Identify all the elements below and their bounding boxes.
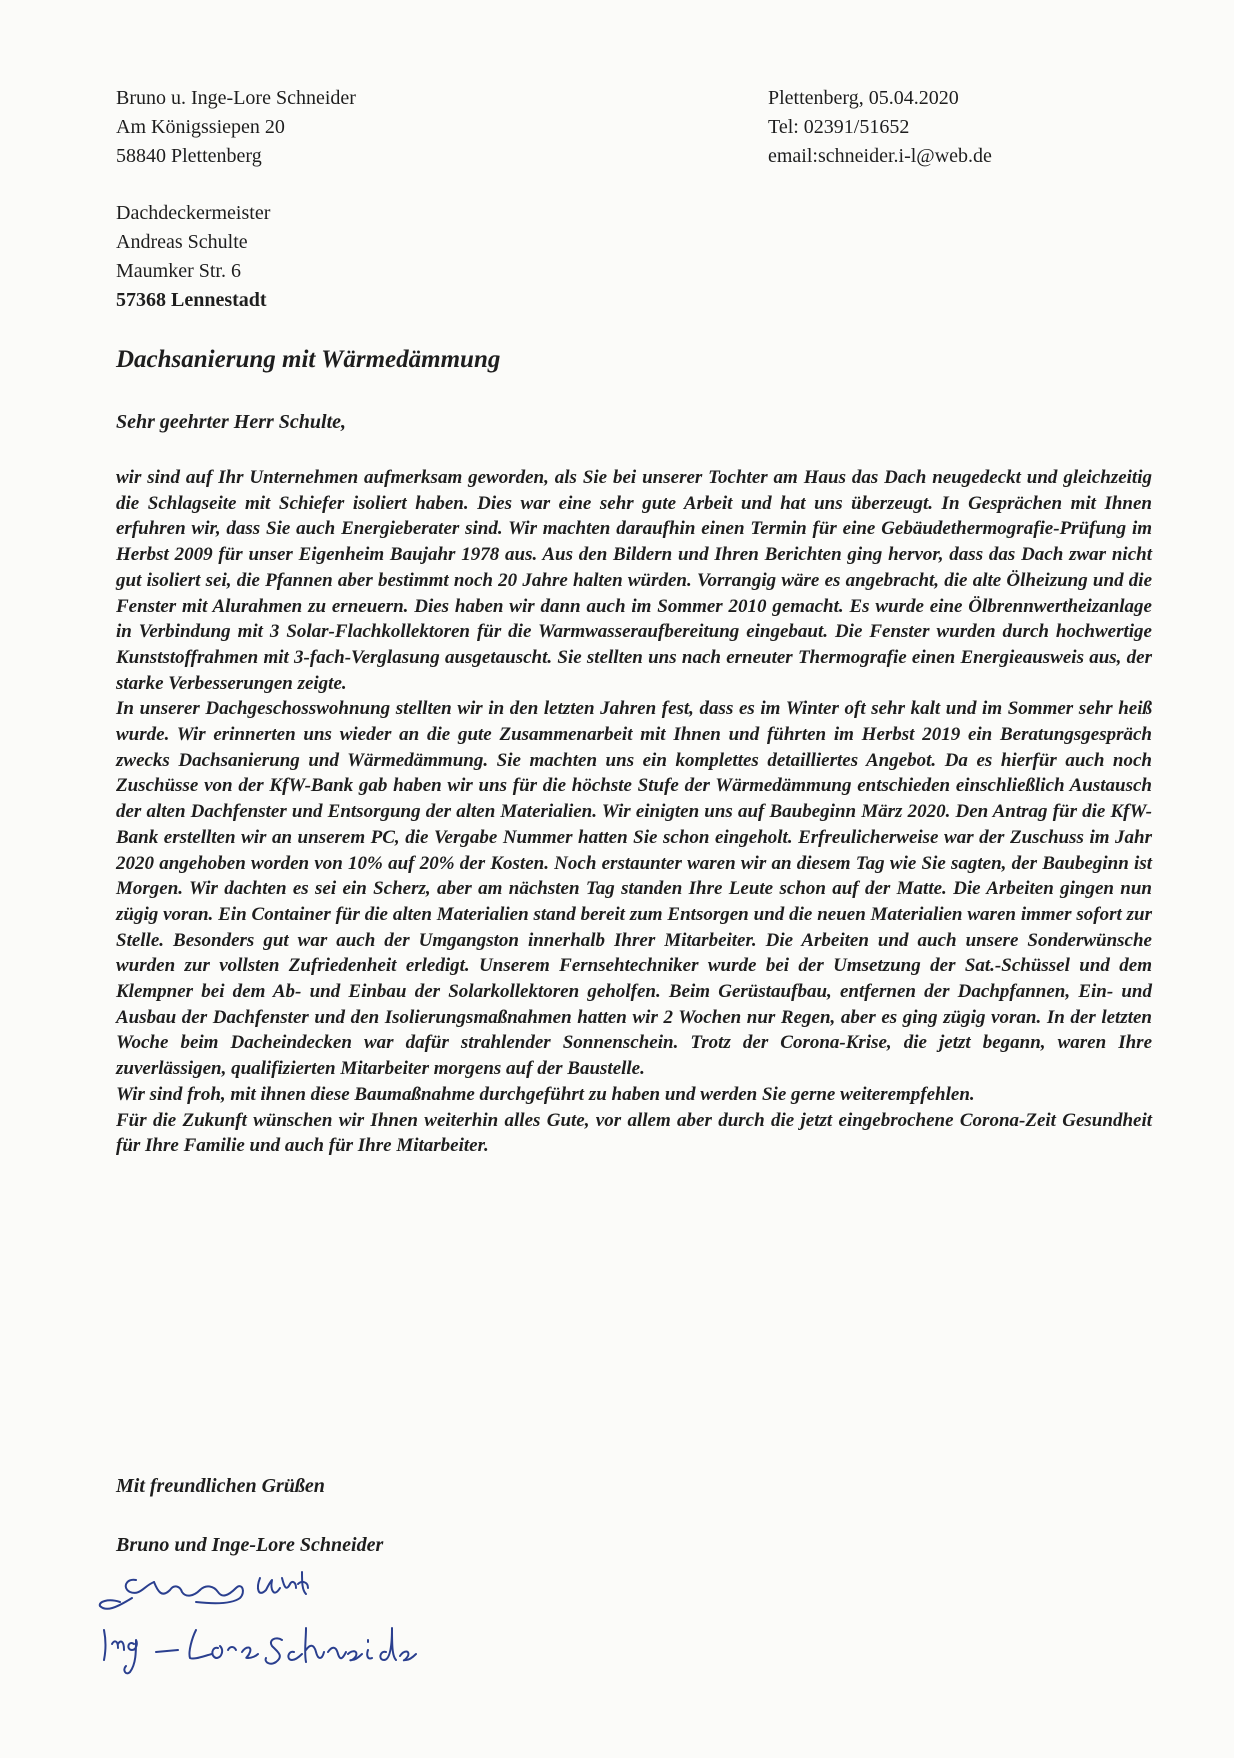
- sender-contact: [768, 84, 992, 171]
- body-paragraph: In unserer Dachgeschosswohnung stellten wir in den letzten Jahren fest, dass es im Winter oft sehr kalt und im Sommer sehr heiß wurde. Wir erinnerten uns wieder an die gute Zusammenarbeit mit Ihnen und führten im Herbst 2019 ein Beratungsgespräch zwecks Dachsanierung und Wärmedämmung. Sie machten uns ein komplettes detailliertes Angebot. Da es hierfür auch noch Zuschüsse von der KfW-Bank gab haben wir uns für die höchste Stufe der Wärmedämmung entschieden einschließlich Austausch der alten Dachfenster und Entsorgung der alten Materialien. Wir einigten uns auf Baubeginn März 2020. Den Antrag für die KfW-Bank erstellten wir an unserem PC, die Vergabe Nummer hatten Sie schon eingeholt. Erfreulicherweise war der Zuschuss im Jahr 2020 angehoben worden von 10% auf 20% der Kosten. Noch erstaunter waren wir an diesem Tag wie Sie sagten, der Baubeginn ist Morgen. Wir dachten es sei ein Scherz, aber am nächsten Tag standen Ihre Leute schon auf der Matte. Die Arbeiten gingen nun zügig voran. Ein Container für die alten Materialien stand bereit zum Entsorgen und die neuen Materialien waren immer sofort zur Stelle. Besonders gut war auch der Umgangston innerhalb Ihrer Mitarbeiter. Die Arbeiten und auch unsere Sonderwünsche wurden zur vollsten Zufriedenheit erledigt. Unserem Fernsehtechniker wurde bei der Umsetzung der Sat.-Schüssel und dem Klempner bei dem Ab- und Einbau der Solarkollektoren geholfen. Beim Gerüstaufbau, entfernen der Dachpfannen, Ein- und Ausbau der Dachfenster und den Isolierungsmaßnahmen hatten wir 2 Wochen nur Regen, aber es ging zügig voran. In der letzten Woche beim Dacheindecken war dafür strahlender Sonnenschein. Trotz der Corona-Krise, die jetzt begann, waren Ihre zuverlässigen, qualifizierten Mitarbeiter morgens auf der Baustelle.: [116, 698, 1152, 1080]
- sender-street: Am Königssiepen 20: [116, 116, 285, 138]
- place-date: Plettenberg, 05.04.2020: [768, 87, 959, 109]
- handwritten-signature: [96, 1568, 476, 1678]
- recipient-street: Maumker Str. 6: [116, 260, 241, 282]
- body-paragraph: Für die Zukunft wünschen wir Ihnen weiterhin alles Gute, vor allem aber durch die jetzt eingebrochene Corona-Zeit Gesundheit für Ihre Familie und auch für Ihre Mitarbeiter.: [116, 1109, 1152, 1157]
- sender-name: Bruno u. Inge-Lore Schneider: [116, 87, 356, 109]
- recipient-name: Andreas Schulte: [116, 231, 248, 253]
- phone-number: Tel: 02391/51652: [768, 116, 910, 138]
- letter-subject: Dachsanierung mit Wärmedämmung: [116, 346, 501, 373]
- body-paragraph: wir sind auf Ihr Unternehmen aufmerksam geworden, als Sie bei unserer Tochter am Haus das Dach neugedeckt und gleichzeitig die Schlagseite mit Schiefer isoliert haben. Dies war eine sehr gute Arbeit und hat uns überzeugt. In Gesprächen mit Ihnen erfuhren wir, dass Sie auch Energieberater sind. Wir machten daraufhin einen Termin für eine Gebäudethermografie-Prüfung im Herbst 2009 für unser Eigenheim Baujahr 1978 aus. Aus den Bildern und Ihren Berichten ging hervor, dass das Dach zwar nicht gut isoliert sei, die Pfannen aber bestimmt noch 20 Jahre halten würden. Vorrangig wäre es angebracht, die alte Ölheizung und die Fenster mit Alurahmen zu erneuern. Dies haben wir dann auch im Sommer 2010 gemacht. Es wurde eine Ölbrennwertheizanlage in Verbindung mit 3 Solar-Flachkollektoren für die Warmwasseraufbereitung eingebaut. Die Fenster wurden durch hochwertige Kunststoffrahmen mit 3-fach-Verglasung ausgetauscht. Sie stellten uns nach erneuter Thermografie einen Energieausweis aus, der starke Verbesserungen zeigte.: [116, 467, 1152, 694]
- salutation: Sehr geehrter Herr Schulte,: [116, 411, 347, 433]
- recipient-address: [116, 199, 270, 315]
- sender-city: 58840 Plettenberg: [116, 145, 262, 167]
- recipient-city: 57368 Lennestadt: [116, 289, 267, 311]
- sender-address: [116, 84, 356, 171]
- recipient-title: Dachdeckermeister: [116, 202, 271, 224]
- signer-name: Bruno und Inge-Lore Schneider: [116, 1534, 384, 1556]
- email-address: email:schneider.i-l@web.de: [768, 145, 992, 167]
- body-paragraph: Wir sind froh, mit ihnen diese Baumaßnahme durchgeführt zu haben und werden Sie gerne weiterempfehlen.: [116, 1083, 975, 1105]
- closing-phrase: Mit freundlichen Grüßen: [116, 1475, 325, 1497]
- letter-body: [116, 465, 1152, 1159]
